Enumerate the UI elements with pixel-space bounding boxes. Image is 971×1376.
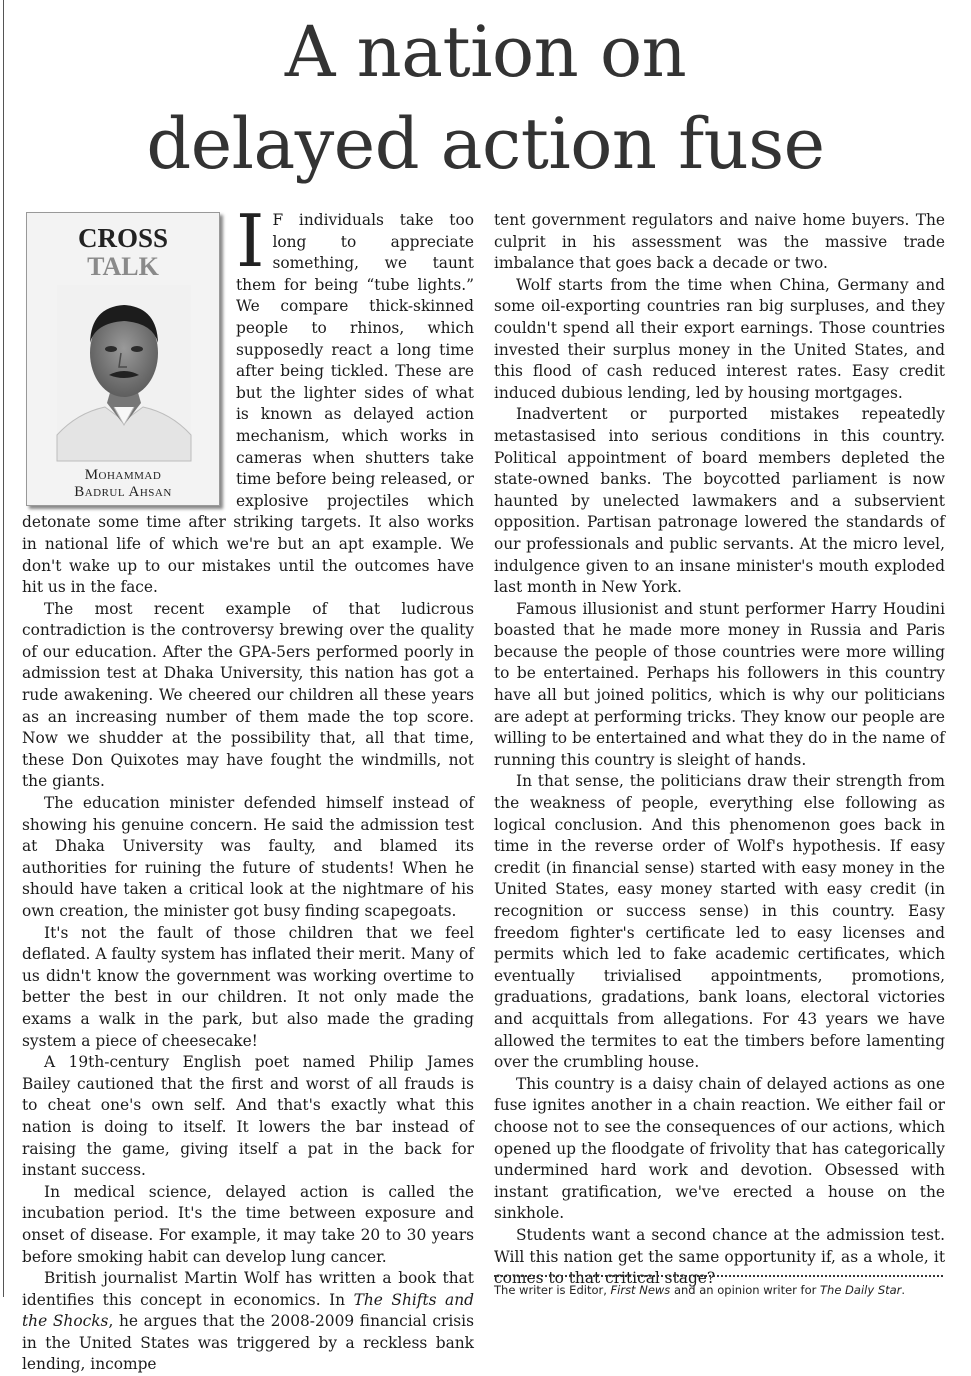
headline-line-2: delayed action fuse [146,103,825,185]
article-paragraph: It's not the fault of those children that we feel deflated. A faulty system has inflated their merit. Many of us didn't know the government was working overtime to better the best in our children. It not only made the exams a walk in the park, but also made the grading system a piece of cheesecake! [22,923,475,1050]
credit-text: The writer is Editor, [494,1283,611,1297]
article-paragraph [22,1268,474,1376]
page-left-rule [3,0,4,1297]
article-paragraph: Famous illusionist and stunt performer Harry Houdini boasted that he made more money in Russia and Paris because the people of those countries were more willing to be entertained. Perhaps his followers in this country have all but joined politics, which is why our politicians are adept at performing tricks. They know our people are willing to be entertained and what they do in the name of running this country is sleight of hands. [494,599,945,769]
column-badge [26,212,220,506]
credit-text: . [901,1283,906,1297]
paragraph-text: , he argues that the 2008-2009 financial crisis in the United States was triggered by a reckless bank lending, incompe [22,1312,474,1374]
article-paragraph: Inadvertent or purported mistakes repeatedly metastasised into serious conditions in this country. Political appointment of board members depleted the state-owned banks. The boycotted parliament is now haunted by unelected lawmakers and a subservient opposition. Partisan patronage lowered the standards of our professionals and public servants. At the micro level, indulgence given to an insane minister's mouth exploded last month in New York. [494,405,945,597]
article-paragraph: Wolf starts from the time when China, Germany and some oil-exporting countries ran big surpluses, and they couldn't spend all their export earnings. Those countries invested their surplus money in the United States, and this flood of cash reduced interest rates. Easy credit induced dubious lending, led by housing mortgages. [494,275,945,402]
headline [0,6,971,190]
book-title: The Shifts and the Shocks [22,1290,474,1331]
dotted-divider [494,1275,943,1277]
author-portrait-icon [57,285,191,461]
article-paragraph: The education minister defended himself instead of showing his genuine concern. He said the admission test at Dhaka University was faulty, and blamed its authorities for ruining the future of students! When he should have taken a critical look at the nightmare of his own creation, the minister got busy finding scapegoats. [22,794,474,920]
credit-text: and an opinion writer for [670,1283,821,1297]
article-column-left [22,199,475,1374]
article-paragraph: Students want a second chance at the admission test. Will this nation get the same opportunity if, as a whole, it comes to that critical stage? [494,1225,945,1288]
article-column-right [494,210,945,1288]
column-badge-title: CROSS [77,223,169,253]
article-paragraph: A 19th-century English poet named Philip James Bailey cautioned that the first and worst of all frauds is to cheat one's own self. And that's exactly what this nation is doing to itself. It lowers the bar instead of raising the game, giving itself a pat in the back for instant success. [22,1053,474,1180]
drop-cap: I [236,199,265,283]
publication-name: The Daily Star [820,1283,902,1297]
paragraph-text: British journalist Martin Wolf has written a book that identifies this concept in economics. In [22,1269,474,1309]
author-name-line-2: Badrul Ahsan [74,484,172,500]
publication-name: First News [610,1283,671,1297]
article-paragraph: This country is a daisy chain of delayed actions as one fuse ignites another in a chain reaction. We either fail or choose not to see the consequences of our actions, which opened up the floodgate of frivolity that has categorically undermined hard work and devotion. Obsessed with instant gratification, we've erected a house on the sinkhole. [494,1074,945,1223]
paragraph-text: F individuals take too long to appreciate something, we taunt them for being “tube lights.” We compare thick-skinned people to rhinos, which supposedly react a long time after being tickled. These are but the lighter sides of what is known as delayed action mechanism, which works in cameras when shutters take time before being released, or explosive projectiles which detonate some time after striking targets. It also works in national life of which we're but an apt example. We don't wake up to our mistakes until the outcomes have hit us in the face. [22,211,474,597]
writer-credit [494,1283,954,1297]
author-byline [27,467,219,501]
column-badge-subtitle: TALK [87,252,159,281]
headline-line-1: A nation on [284,11,687,93]
article-paragraph: In that sense, the politicians draw their strength from the weakness of people, everything else following as logical conclusion. And this phenomenon goes back in time in the reverse order of Wolf's hypothesis. If easy credit (in financial sense) started with easy money in the United States, easy money started with easy credit (in recognition or success sense) in this country. Easy freedom fighter's certificate led to easy licenses and permits which led to fake academic certificates, which eventually trivialised appointments, promotions, graduations, gradations, bank loans, electoral victories and acquittals from allegations. For 43 years we have allowed the termites to eat the timbers before lamenting over the crumbling house. [494,772,945,1072]
article-paragraph: In medical science, delayed action is called the incubation period. It's the time between exposure and onset of disease. For example, it may take 20 to 30 years before smoking habit can develop lung cancer. [22,1182,474,1266]
author-name-line-1: Mohammad [84,467,162,483]
article-paragraph-continued: tent government regulators and naive home buyers. The culprit in his assessment was the massive trade imbalance that goes back a decade or two. [494,211,945,273]
article-paragraph: The most recent example of that ludicrous contradiction is the controversy brewing over the quality of our education. After the GPA-5ers performed poorly in admission test at Dhaka University, this nation has got a rude awakening. We cheered our children all these years as an increasing number of them made the top score. Now we shudder at the possibility that, all that time, these Don Quixotes may have fought the windmills, not the giants. [22,599,474,791]
